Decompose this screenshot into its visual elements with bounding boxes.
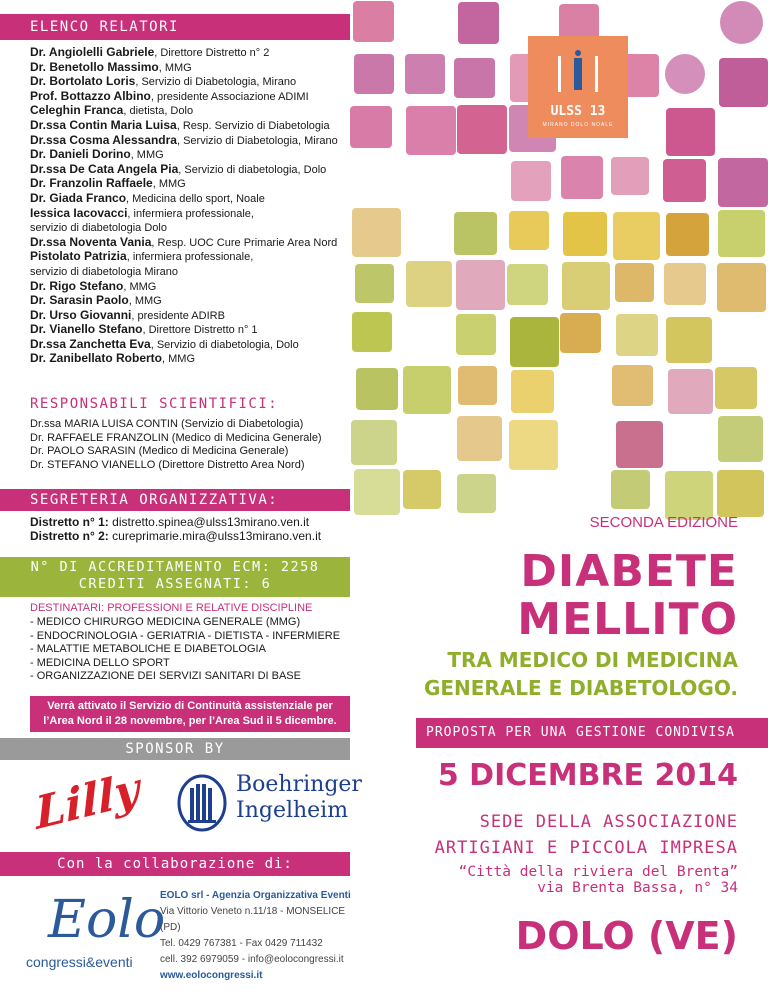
speaker-name: Pistolato Patrizia bbox=[30, 249, 127, 264]
eolo-company: EOLO srl - Agenzia Organizzativa Eventi bbox=[160, 890, 351, 901]
speaker-name: Dr. Rigo Stefano bbox=[30, 278, 124, 293]
event-date: 5 DICEMBRE 2014 bbox=[437, 758, 738, 793]
venue-line3: “Città della riviera del Brenta” bbox=[458, 864, 738, 880]
secretariat-name: Distretto n° 2: bbox=[30, 528, 109, 543]
speaker-role: , presidente Associazione ADIMI bbox=[150, 90, 309, 103]
secretariat-heading-bar bbox=[0, 489, 350, 511]
secretariat-heading: SEGRETERIA ORGANIZZATIVA: bbox=[30, 492, 279, 508]
lilly-logo bbox=[33, 762, 164, 841]
decorative-tile bbox=[563, 212, 607, 256]
speaker-row bbox=[30, 221, 360, 236]
speaker-name: Dr. Bortolato Loris bbox=[30, 74, 136, 89]
ulss-figure-icon bbox=[558, 50, 598, 98]
decorative-tile bbox=[456, 260, 506, 310]
eolo-logo bbox=[26, 884, 166, 984]
speaker-name: Dr.ssa Noventa Vania bbox=[30, 234, 152, 249]
speaker-row bbox=[30, 177, 360, 192]
ecm-bar bbox=[0, 557, 350, 597]
speaker-row bbox=[30, 280, 360, 295]
speaker-role: , Servizio di diabetologia, Dolo bbox=[178, 163, 327, 176]
decorative-tile bbox=[719, 58, 768, 107]
decorative-tile bbox=[664, 263, 706, 305]
recipient-row: - MALATTIE METABOLICHE E DIABETOLOGIA bbox=[30, 643, 266, 656]
speaker-row bbox=[30, 207, 360, 222]
decorative-tile bbox=[663, 159, 706, 202]
speaker-name: Dr.ssa Zanchetta Eva bbox=[30, 336, 151, 351]
speaker-role: , MMG bbox=[128, 295, 162, 308]
secretariat-role: distretto.spinea@ulss13mirano.ven.it bbox=[108, 515, 310, 529]
speaker-role: , MMG bbox=[152, 178, 186, 191]
speaker-role: , dietista, Dolo bbox=[123, 105, 194, 118]
eolo-website-link[interactable]: www.eolocongressi.it bbox=[160, 970, 263, 981]
decorative-tile bbox=[457, 474, 496, 513]
speaker-row bbox=[30, 75, 360, 90]
decorative-tile bbox=[611, 470, 650, 509]
speaker-name: Dr. Benetollo Massimo bbox=[30, 59, 159, 74]
ulss-sublabel: MIRANO DOLO NOALE bbox=[542, 122, 614, 128]
recipient-row: - MEDICINA DELLO SPORT bbox=[30, 656, 170, 669]
decorative-tile bbox=[612, 365, 653, 406]
event-title-line1: DIABETE bbox=[520, 546, 738, 597]
recipient-row: - ORGANIZZAZIONE DEI SERVIZI SANITARI DI BASE bbox=[30, 670, 301, 683]
scientific-heading: RESPONSABILI SCIENTIFICI: bbox=[30, 396, 279, 412]
scientific-row bbox=[30, 445, 360, 459]
decorative-tile bbox=[717, 470, 764, 517]
decorative-tile bbox=[454, 212, 497, 255]
decorative-tile bbox=[616, 421, 663, 468]
speaker-row bbox=[30, 352, 360, 367]
speaker-role: servizio di diabetologia Mirano bbox=[30, 265, 178, 278]
ecm-credits: CREDITI ASSEGNATI: 6 bbox=[78, 576, 272, 592]
decorative-tile bbox=[562, 262, 610, 310]
decorative-tile bbox=[560, 313, 601, 354]
speaker-row bbox=[30, 61, 360, 76]
speaker-role: , Servizio di diabetologia, Dolo bbox=[150, 338, 299, 351]
scientific-name: Dr. PAOLO SARASIN bbox=[30, 445, 136, 458]
secretariat-row bbox=[30, 530, 360, 544]
scientific-row bbox=[30, 459, 360, 473]
venue-line4: via Brenta Bassa, n° 34 bbox=[537, 880, 738, 896]
speaker-name: Dr. Danieli Dorino bbox=[30, 147, 131, 162]
speaker-row bbox=[30, 309, 360, 324]
decorative-tile bbox=[354, 469, 400, 515]
speaker-row bbox=[30, 265, 360, 280]
ulss-label: ULSS 13 bbox=[550, 104, 606, 119]
decorative-tile bbox=[665, 54, 706, 95]
speaker-role: , infermiera professionale, bbox=[127, 207, 254, 220]
event-city: DOLO (VE) bbox=[515, 914, 738, 958]
scientific-role: (Direttore Distretto Area Nord) bbox=[155, 458, 305, 471]
decorative-tile bbox=[509, 420, 559, 470]
collab-heading: Con la collaborazione di: bbox=[57, 856, 293, 872]
speaker-row bbox=[30, 104, 360, 119]
speaker-row bbox=[30, 236, 360, 251]
speaker-name: Dr.ssa Contin Maria Luisa bbox=[30, 117, 177, 132]
speaker-name: Dr.ssa De Cata Angela Pia bbox=[30, 161, 179, 176]
decorative-tile bbox=[457, 105, 507, 155]
decorative-tile bbox=[718, 158, 767, 207]
decorative-tile bbox=[403, 470, 442, 509]
speaker-name: Iessica Iacovacci bbox=[30, 205, 128, 220]
decorative-tile bbox=[355, 264, 394, 303]
decorative-tile bbox=[403, 366, 451, 414]
decorative-tile bbox=[454, 58, 495, 99]
boehringer-logo bbox=[176, 772, 362, 836]
scientific-role: (Medico di Medicina Generale) bbox=[168, 431, 322, 444]
speaker-name: Dr. Giada Franco bbox=[30, 190, 127, 205]
scientific-role: (Medico di Medicina Generale) bbox=[135, 445, 289, 458]
speaker-row bbox=[30, 90, 360, 105]
speaker-name: Dr. Franzolin Raffaele bbox=[30, 176, 153, 191]
decorative-tile bbox=[665, 471, 714, 520]
decorative-tile bbox=[616, 314, 658, 356]
speaker-name: Prof. Bottazzo Albino bbox=[30, 88, 151, 103]
decorative-tile bbox=[715, 367, 757, 409]
recipients-heading: DESTINATARI: PROFESSIONI E RELATIVE DISCIPLINE bbox=[30, 602, 313, 614]
speaker-name: Dr. Angiolelli Gabriele bbox=[30, 45, 155, 59]
decorative-tile bbox=[354, 54, 394, 94]
decorative-tile bbox=[666, 108, 714, 156]
sponsor-heading: SPONSOR BY bbox=[125, 741, 225, 757]
speaker-row bbox=[30, 323, 360, 338]
secretariat-list bbox=[30, 516, 360, 543]
speaker-role: , infermiera professionale, bbox=[126, 251, 254, 264]
speaker-row bbox=[30, 338, 360, 353]
venue-line1: SEDE DELLA ASSOCIAZIONE bbox=[479, 812, 738, 832]
decorative-tile bbox=[406, 106, 455, 155]
speaker-role: , MMG bbox=[123, 280, 157, 293]
scientific-list bbox=[30, 418, 360, 472]
speaker-role: , Resp. UOC Cure Primarie Area Nord bbox=[151, 236, 338, 249]
notice-line2: l’Area Nord il 28 novembre, per l’Area Sud il 5 dicembre. bbox=[43, 715, 337, 727]
speaker-role: , Resp. Servizio di Diabetologia bbox=[176, 119, 330, 132]
speaker-role: , Direttore Distretto n° 1 bbox=[142, 324, 258, 337]
decorative-tile bbox=[507, 264, 548, 305]
decorative-tile bbox=[611, 157, 649, 195]
tagline: PROPOSTA PER UNA GESTIONE CONDIVISA bbox=[426, 725, 735, 740]
speaker-role: , MMG bbox=[162, 353, 196, 366]
decorative-tile bbox=[511, 370, 554, 413]
speaker-row bbox=[30, 119, 360, 134]
speaker-role: servizio di diabetologia Dolo bbox=[30, 222, 167, 235]
decorative-tile bbox=[406, 261, 452, 307]
eolo-phone: Tel. 0429 767381 - Fax 0429 711432 bbox=[160, 938, 323, 949]
event-subtitle-line1: TRA MEDICO DI MEDICINA bbox=[447, 648, 738, 672]
decorative-tile bbox=[613, 212, 660, 259]
speaker-role: , Servizio di Diabetologia, Mirano bbox=[135, 76, 297, 89]
ecm-accreditation: N° DI ACCREDITAMENTO ECM: 2258 bbox=[30, 559, 320, 575]
scientific-name: Dr. STEFANO VIANELLO bbox=[30, 458, 156, 471]
scientific-role: (Servizio di Diabetologia) bbox=[177, 418, 304, 430]
decorative-tile bbox=[511, 161, 551, 201]
event-title-line2: MELLITO bbox=[517, 594, 738, 645]
decorative-tile bbox=[509, 211, 548, 250]
speakers-heading: ELENCO RELATORI bbox=[30, 19, 179, 35]
scientific-name: Dr. RAFFAELE FRANZOLIN bbox=[30, 431, 169, 444]
recipient-row: - ENDOCRINOLOGIA - GERIATRIA - DIETISTA - INFERMIERE bbox=[30, 629, 341, 642]
secretariat-role: cureprimarie.mira@ulss13mirano.ven.it bbox=[108, 528, 322, 543]
decorative-tile bbox=[718, 210, 765, 257]
decorative-tile bbox=[458, 2, 499, 43]
event-subtitle-line2: GENERALE E DIABETOLOGO. bbox=[423, 676, 738, 700]
decorative-tile bbox=[666, 317, 712, 363]
venue bbox=[435, 812, 738, 896]
eolo-logo-text: Eolo bbox=[48, 890, 166, 950]
speaker-name: Dr. Vianello Stefano bbox=[30, 322, 143, 337]
speaker-role: , MMG bbox=[130, 149, 164, 162]
speakers-heading-bar bbox=[0, 14, 350, 40]
notice-box bbox=[30, 696, 350, 732]
decorative-tile bbox=[720, 1, 763, 44]
scientific-row bbox=[30, 432, 360, 446]
decorative-tile bbox=[458, 366, 497, 405]
speaker-name: Dr.ssa Cosma Alessandra bbox=[30, 132, 177, 147]
speaker-row bbox=[30, 148, 360, 163]
decorative-tile bbox=[510, 317, 559, 366]
eolo-contact bbox=[160, 888, 360, 984]
speaker-row bbox=[30, 192, 360, 207]
speaker-name: Celeghin Franca bbox=[30, 103, 124, 118]
decorative-tile bbox=[561, 156, 603, 198]
speaker-row bbox=[30, 46, 360, 61]
venue-line2: ARTIGIANI E PICCOLA IMPRESA bbox=[434, 838, 738, 858]
speaker-name: Dr. Urso Giovanni bbox=[30, 307, 132, 322]
speaker-row bbox=[30, 294, 360, 309]
speaker-role: , Servizio di Diabetologia, Mirano bbox=[176, 134, 338, 147]
decorative-tile bbox=[666, 213, 709, 256]
scientific-row bbox=[30, 418, 360, 432]
speaker-name: Dr. Zanibellato Roberto bbox=[30, 351, 163, 366]
boehringer-name: Boehringer bbox=[236, 772, 362, 797]
eolo-logo-subtext: congressi&eventi bbox=[26, 954, 133, 970]
ingelheim-name: Ingelheim bbox=[236, 798, 349, 823]
eolo-cell: cell. 392 6979059 - info@eolocongressi.it bbox=[160, 954, 344, 965]
speakers-list bbox=[30, 46, 360, 367]
edition-label: SECONDA EDIZIONE bbox=[589, 514, 738, 531]
decorative-tile bbox=[457, 416, 502, 461]
speaker-role: , Direttore Distretto n° 2 bbox=[154, 47, 270, 59]
speaker-row bbox=[30, 134, 360, 149]
speaker-role: , MMG bbox=[158, 61, 192, 74]
scientific-name: Dr.ssa MARIA LUISA CONTIN bbox=[30, 418, 178, 430]
decorative-tile bbox=[668, 369, 713, 414]
secretariat-row bbox=[30, 516, 360, 530]
sponsor-bar bbox=[0, 738, 350, 760]
decorative-tile bbox=[615, 263, 654, 302]
collab-bar bbox=[0, 852, 350, 876]
eolo-address: Via Vittorio Veneto n.11/18 - MONSELICE (PD) bbox=[160, 906, 346, 933]
ulss-logo bbox=[528, 36, 628, 138]
speaker-row bbox=[30, 250, 360, 265]
decorative-tile bbox=[718, 416, 764, 462]
recipient-row: - MEDICO CHIRURGO MEDICINA GENERALE (MMG) bbox=[30, 616, 301, 628]
tagline-bar bbox=[416, 718, 768, 748]
lilly-logo-text: Lilly bbox=[33, 762, 141, 841]
recipients-list bbox=[30, 616, 360, 684]
boehringer-emblem-icon bbox=[176, 774, 228, 832]
secretariat-name: Distretto n° 1: bbox=[30, 515, 109, 529]
speaker-name: Dr. Sarasin Paolo bbox=[30, 293, 129, 308]
decorative-tile bbox=[456, 314, 497, 355]
decorative-tile bbox=[717, 263, 766, 312]
decorative-tile bbox=[353, 1, 394, 42]
speaker-role: , presidente ADIRB bbox=[131, 309, 225, 322]
speaker-row bbox=[30, 163, 360, 178]
speaker-role: , Medicina dello sport, Noale bbox=[126, 192, 265, 205]
decorative-tile bbox=[356, 368, 398, 410]
notice-line1: Verrà attivato il Servizio di Continuità assistenziale per bbox=[47, 700, 333, 712]
decorative-tile bbox=[405, 54, 445, 94]
